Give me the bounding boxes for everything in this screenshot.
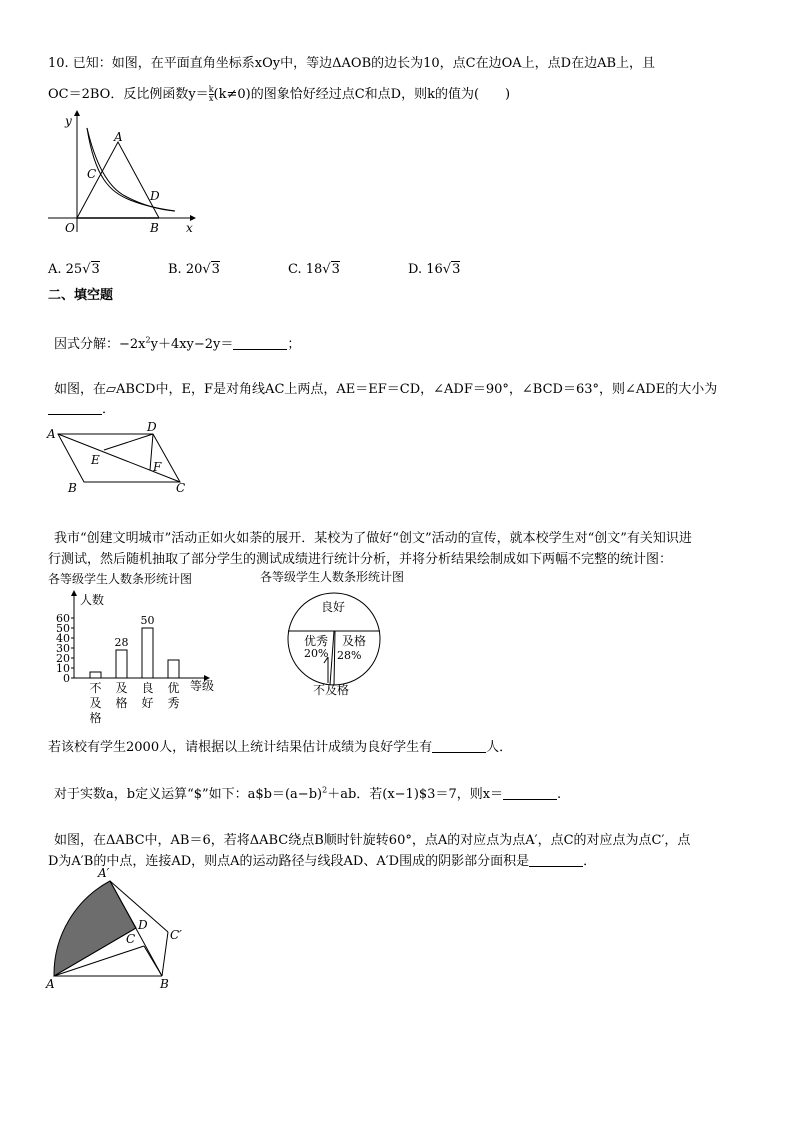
pie-label-pass: 及格 [342, 634, 367, 648]
q10-line2-a: OC＝2BO．反比例函数y＝ [48, 87, 209, 102]
pie-pct-excellent: 20% [304, 647, 329, 660]
q-op-c: . [557, 787, 562, 802]
q-rot-figure [40, 862, 200, 992]
bar-value-label: 50 [140, 614, 155, 627]
q10-frac-num: k [208, 85, 214, 94]
bar-category-label: 格 [89, 711, 102, 725]
answer-blank[interactable] [503, 787, 557, 800]
label-c: C [126, 932, 136, 946]
q-factor-sup: 2 [145, 335, 151, 345]
label-e: E [91, 453, 100, 467]
q-stats-line2: 行测试，然后随机抽取了部分学生的测试成绩进行统计分析，并将分析结果绘制成如下两幅不完整的统计图： [48, 552, 673, 567]
label-a-prime: A′ [98, 866, 110, 880]
diagonal-ac [58, 434, 180, 482]
label-y: y [65, 114, 72, 128]
label-d: D [150, 189, 160, 203]
bar-y-tick-label: 0 [63, 672, 70, 685]
bar-category-label: 好 [141, 696, 154, 710]
q-para-line1: 如图，在▱ABCD中，E，F是对角线AC上两点，AE＝EF＝CD，∠ADF＝90°，∠BCD＝63°，则∠ADE的大小为 [54, 382, 718, 397]
label-d: D [147, 420, 157, 434]
label-b: B [150, 221, 159, 235]
q10-frac-den: x [208, 94, 214, 103]
q10-option-d[interactable] [408, 262, 460, 277]
option-c-text: C. 18 [288, 262, 323, 277]
option-b-root: 3 [211, 262, 220, 277]
q10-figure [40, 108, 210, 236]
bar-y-tick-label: 20 [56, 652, 70, 665]
q-stats-after-a: 若该校有学生2000人，请根据以上统计结果估计成绩为良好学生有 [48, 740, 433, 755]
q-factor-b: y＋4xy−2y＝ [150, 337, 234, 352]
option-c-root: 3 [331, 262, 340, 277]
shaded-region [54, 881, 136, 976]
option-b-text: B. 20 [168, 262, 203, 277]
q-stats-after-b: 人． [486, 740, 513, 755]
pie-label-fail: 不及格 [313, 683, 350, 697]
bar-y-label: 人数 [80, 593, 105, 607]
bar-chart-title: 各等级学生人数条形统计图 [48, 572, 193, 586]
label-c-prime: C′ [170, 928, 182, 942]
q-factor [54, 333, 300, 352]
q-factor-a: 因式分解：−2x [54, 337, 146, 352]
segment-c2b [162, 932, 168, 976]
hyperbola-curve [87, 128, 175, 211]
bar-1 [116, 650, 127, 678]
bar-category-label: 格 [115, 696, 128, 710]
bar-0 [90, 672, 101, 678]
q-para-line2 [48, 398, 115, 417]
label-c: C [176, 481, 186, 495]
sqrt-icon: √ [82, 262, 91, 277]
q-factor-c: ； [287, 337, 301, 352]
q10-line2-b: (k≠0)的图象恰好经过点C和点D，则k的值为( ) [213, 87, 511, 102]
bar-y-tick-label: 30 [56, 642, 70, 655]
q-rot-line1: 如图，在ΔABC中，AB＝6，若将ΔABC绕点B顺时针旋转60°，点A的对应点为点A′，点C的对应点为点C′，点 [54, 833, 691, 848]
q-op [54, 783, 561, 802]
segment-cb [144, 946, 162, 976]
label-d: D [138, 918, 148, 932]
q-rot-line2-a: D为A′B的中点，连接AD，则点A的运动路径与线段AD、A′D围成的阴影部分面积是 [48, 854, 530, 869]
bar-chart [44, 588, 234, 728]
label-a: A [114, 130, 123, 144]
section-title: 二、填空题 [48, 288, 114, 303]
label-f: F [153, 460, 162, 474]
q10-line1: 10. 已知：如图，在平面直角坐标系xOy中，等边ΔAOB的边长为10，点C在边OA上，点D在边AB上，且 [48, 56, 656, 71]
q-op-a: 对于实数a，b定义运算“$”如下：a$b＝(a−b) [54, 787, 323, 802]
pie-divider-3 [330, 631, 334, 685]
bar-3 [168, 660, 179, 678]
sqrt-icon: √ [442, 262, 452, 277]
pie-label-good: 良好 [321, 600, 346, 614]
q10-option-b[interactable] [168, 262, 220, 277]
bar-category-label: 良 [141, 681, 154, 695]
sqrt-icon: √ [322, 262, 331, 277]
q-para-end: ． [102, 402, 116, 417]
q-op-sup: 2 [322, 785, 328, 795]
label-a: A [47, 427, 56, 441]
q-stats-line1: 我市“创建文明城市”活动正如火如荼的展开．某校为了做好“创文”活动的宣传，就本校学生对“创文”有关知识进 [54, 531, 692, 546]
answer-blank[interactable] [48, 402, 102, 415]
pie-label-excellent: 优秀 [304, 634, 329, 648]
label-o: O [65, 221, 75, 235]
q10-option-c[interactable] [288, 262, 340, 277]
sqrt-icon: √ [202, 262, 211, 277]
option-a-root: 3 [91, 262, 100, 277]
bar-category-label: 及 [89, 696, 102, 710]
answer-blank[interactable] [233, 337, 287, 350]
q-rot-line2-b: ． [583, 854, 597, 869]
bar-y-axis-arrow [71, 590, 77, 596]
answer-blank[interactable] [432, 740, 486, 753]
bar-y-tick-label: 10 [56, 662, 70, 675]
bar-y-tick-label: 60 [56, 612, 70, 625]
q-stats-after [48, 736, 512, 755]
pie-divider-2 [334, 631, 335, 685]
y-axis-arrow [74, 110, 80, 116]
option-a-text: A. 25 [48, 262, 83, 277]
option-d-text: D. 16 [408, 262, 443, 277]
bar-value-label: 28 [114, 636, 129, 649]
bar-2 [142, 628, 153, 678]
bar-category-label: 及 [115, 681, 128, 695]
option-d-root: 3 [452, 262, 461, 277]
bar-category-label: 不 [89, 681, 102, 695]
label-b: B [68, 481, 77, 495]
q10-line2 [48, 83, 510, 103]
label-c: C [87, 167, 97, 181]
label-a: A [46, 977, 55, 991]
label-b: B [160, 977, 169, 991]
bar-category-label: 秀 [167, 696, 180, 710]
bar-y-tick-label: 40 [56, 632, 70, 645]
pie-pct-pass: 28% [337, 649, 362, 662]
pie-chart-title: 各等级学生人数条形统计图 [260, 570, 405, 584]
bar-category-label: 优 [167, 681, 180, 695]
label-x: x [186, 221, 193, 235]
q-para-figure [44, 418, 194, 496]
segment-de [104, 434, 153, 450]
bar-x-label: 等级 [190, 679, 215, 693]
q-op-b: ＋ab．若(x−1)$3＝7，则x＝ [327, 787, 504, 802]
q10-option-a[interactable] [48, 262, 100, 277]
bar-y-tick-label: 50 [56, 622, 70, 635]
answer-blank[interactable] [529, 854, 583, 867]
